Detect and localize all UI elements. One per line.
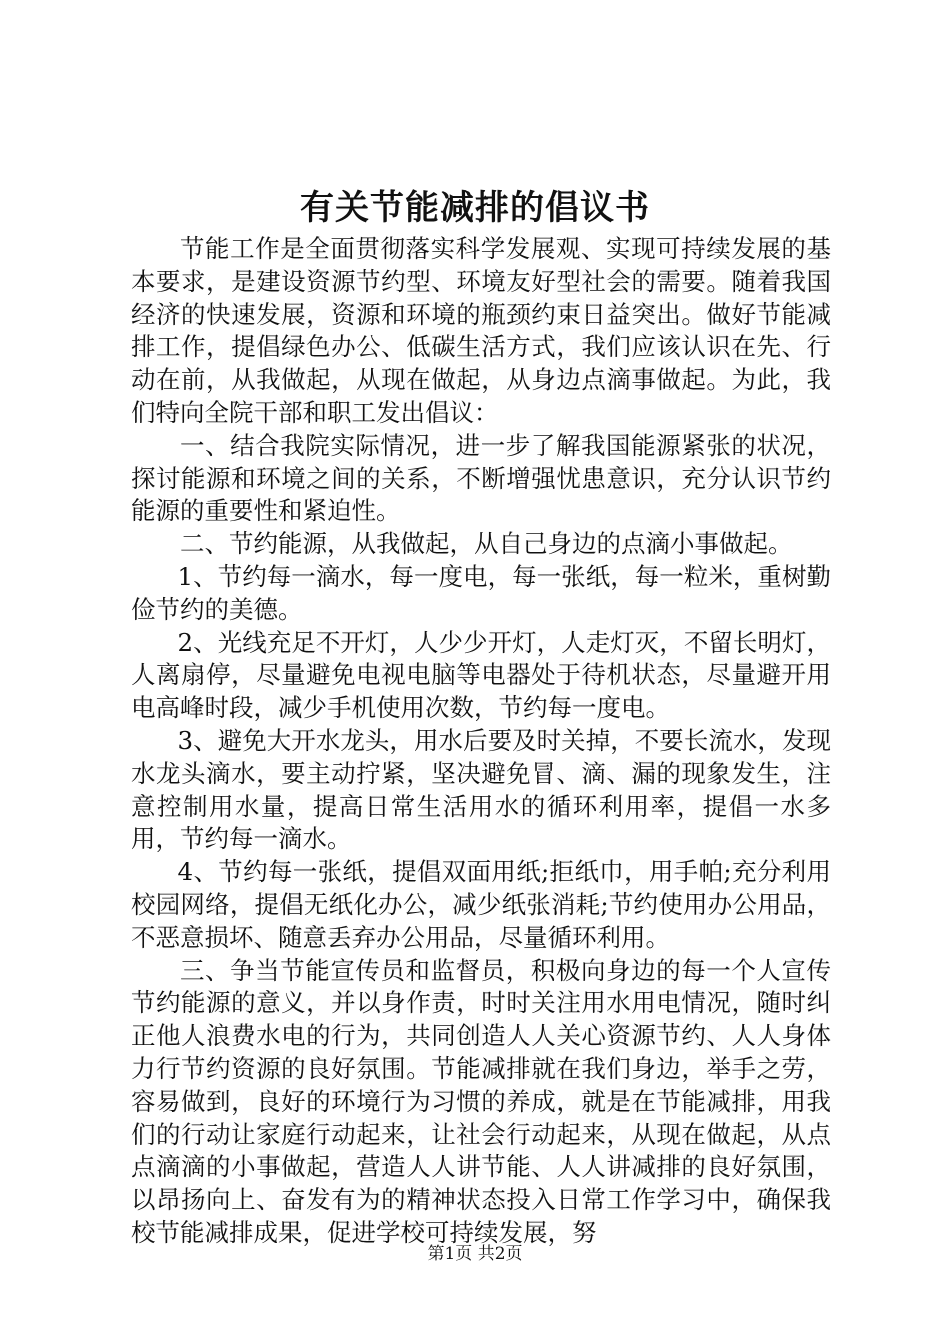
list-item-3: 3、避免大开水龙头，用水后要及时关掉，不要长流水，发现水龙头滴水，要主动拧紧，坚决避免冒、滴、漏的现象发生，注意控制用水量，提高日常生活用水的循环利用率，提倡一水多用，节约每一滴水。	[131, 725, 831, 854]
page-footer: 第1页 共2页	[427, 1244, 523, 1264]
list-item-1: 1、节约每一滴水，每一度电，每一张纸，每一粒米，重树勤俭节约的美德。	[131, 561, 831, 624]
list-item-4: 4、节约每一张纸，提倡双面用纸;拒纸巾，用手帕;充分利用校园网络，提倡无纸化办公，减少纸张消耗;节约使用办公用品，不恶意损坏、随意丢弃办公用品，尽量循环利用。	[131, 857, 831, 952]
proposal-three-paragraph: 三、争当节能宣传员和监督员，积极向身边的每一个人宣传节约能源的意义，并以身作责，时时关注用水用电情况，随时纠正他人浪费水电的行为，共同创造人人关心资源节约、人人身体力行节约资源的良好氛围。节能减排就在我们身边，举手之劳，容易做到，良好的环境行为习惯的养成，就是在节能减排，用我们的行动让家庭行动起来，让社会行动起来，从现在做起，从点点滴滴的小事做起，营造人人讲节能、人人讲减排的良好氛围，以昂扬向上、奋发有为的精神状态投入日常工作学习中，确保我校节能减排成果，促进学校可持续发展，努	[131, 955, 831, 1247]
proposal-one-paragraph: 一、结合我院实际情况，进一步了解我国能源紧张的状况，探讨能源和环境之间的关系，不断增强忧患意识，充分认识节约能源的重要性和紧迫性。	[131, 430, 831, 526]
document-body	[131, 233, 831, 1250]
intro-paragraph: 节能工作是全面贯彻落实科学发展观、实现可持续发展的基本要求，是建设资源节约型、环境友好型社会的需要。随着我国经济的快速发展，资源和环境的瓶颈约束日益突出。做好节能减排工作，提倡绿色办公、低碳生活方式，我们应该认识在先、行动在前，从我做起，从现在做起，从身边点滴事做起。为此，我们特向全院干部和职工发出倡议：	[131, 234, 831, 427]
list-item-2: 2、光线充足不开灯，人少少开灯，人走灯灭，不留长明灯，人离扇停，尽量避免电视电脑等电器处于待机状态，尽量避开用电高峰时段，减少手机使用次数，节约每一度电。	[131, 627, 831, 723]
proposal-two-paragraph: 二、节约能源，从我做起，从自己身边的点滴小事做起。	[180, 529, 793, 559]
document-title: 有关节能减排的倡议书	[300, 188, 650, 228]
